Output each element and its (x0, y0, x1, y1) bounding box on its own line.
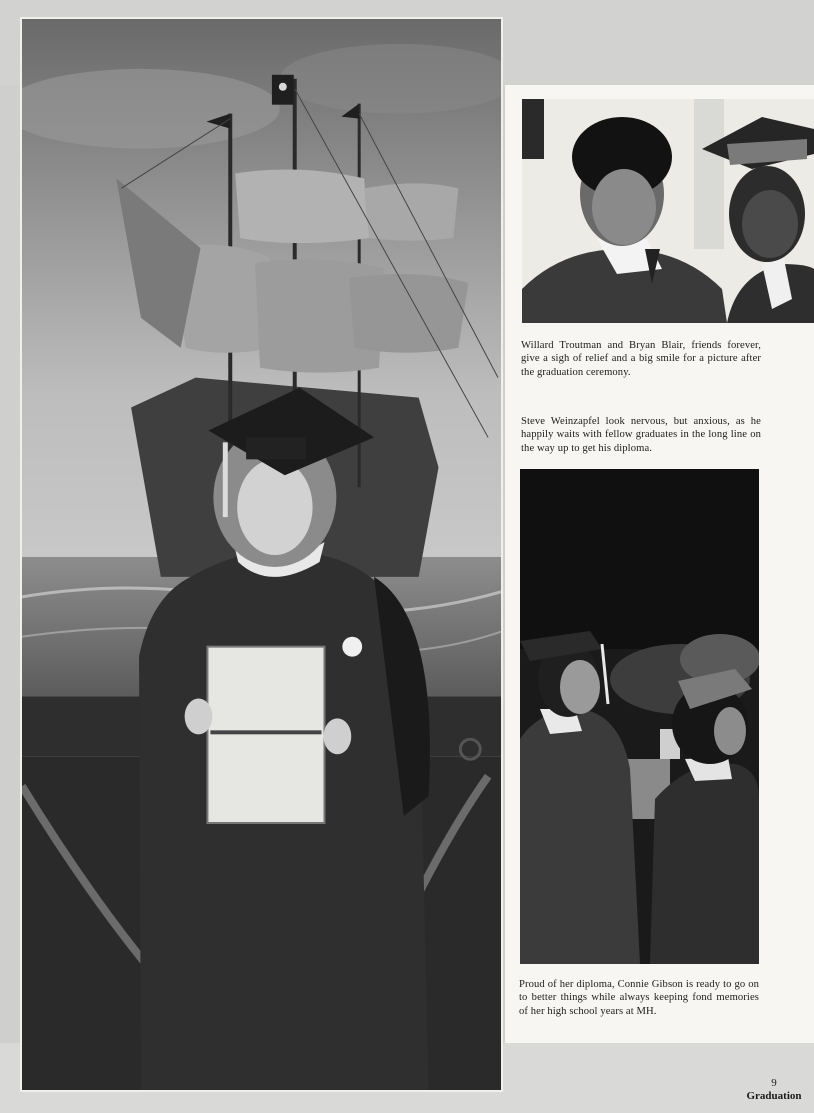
troutman-blair-photo (522, 99, 814, 323)
caption-weinzapfel: Steve Weinzapfel look nervous, but anxious, as he happily waits with fellow graduates in the long line on the way up to get his diploma. (521, 416, 761, 454)
page-number: 9 (771, 1077, 777, 1089)
connie-gibson-diploma-photo (20, 17, 503, 1092)
page-folio (740, 1077, 808, 1103)
caption-connie-gibson: Proud of her diploma, Connie Gibson is ready to go on to better things while always keeping fond memories of her high school years at MH. (519, 979, 759, 1017)
section-label: Graduation (746, 1090, 802, 1102)
graduates-line-photo (520, 469, 759, 964)
caption-troutman-blair: Willard Troutman and Bryan Blair, friends forever, give a sigh of relief and a big smile for a picture after the graduation ceremony. (521, 340, 761, 378)
